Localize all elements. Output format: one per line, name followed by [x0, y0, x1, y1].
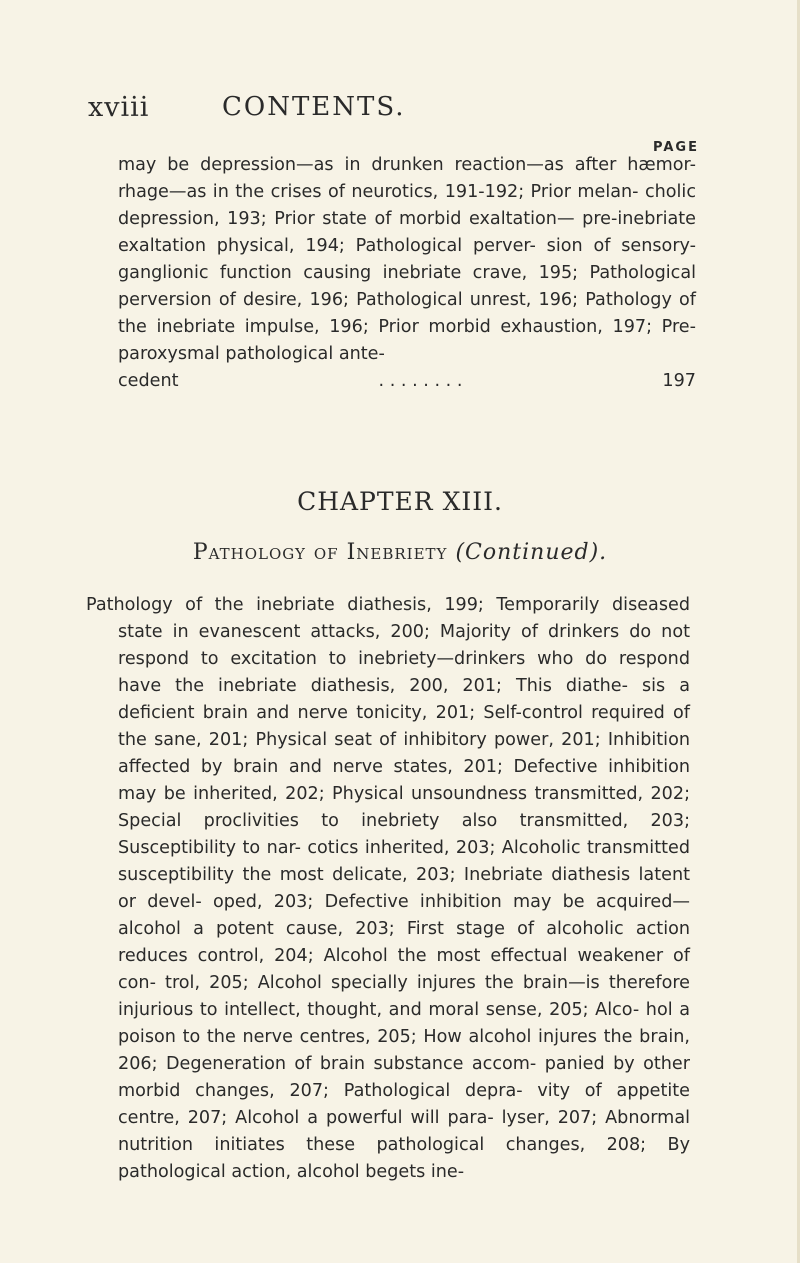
entry-last-line	[118, 368, 696, 395]
chapter-subtitle	[0, 540, 800, 565]
chapter-subtitle-note: (Continued).	[455, 540, 608, 565]
page-folio: xviii	[88, 92, 150, 123]
continued-entry	[118, 152, 696, 395]
chapter-subtitle-main: Pathology of Inebriety	[192, 540, 448, 565]
dot-leader: . . . . . . . .	[378, 371, 463, 391]
chapter-summary: Pathology of the inebriate diathesis, 199; Temporarily diseased state in evanescent attacks, 200; Majority of drinkers do not respond to excitation to inebriety—drinkers who do respond have the inebriate diathesis, 200, 201; This diathe- sis a deficient brain and nerve tonicity, 201; Self-control required of the sane, 201; Physical seat of inhibitory power, 201; Inhibition affected by brain and nerve states, 201; Defective inhibition may be inherited, 202; Physical unsoundness transmitted, 202; Special proclivities to inebriety also transmitted, 203; Susceptibility to nar- cotics inherited, 203; Alcoholic transmitted susceptibility the most delicate, 203; Inebriate diathesis latent or devel- oped, 203; Defective inhibition may be acquired—alcohol a potent cause, 203; First stage of alcoholic action reduces control, 204; Alcohol the most effectual weakener of con- trol, 205; Alcohol specially injures the brain—is therefore injurious to intellect, thought, and moral sense, 205; Alco- hol a poison to the nerve centres, 205; How alcohol injures the brain, 206; Degeneration of brain substance accom- panied by other morbid changes, 207; Pathological depra- vity of appetite centre, 207; Alcohol a powerful will para- lyser, 207; Abnormal nutrition initiates these pathological changes, 208; By pathological action, alcohol begets ine-	[86, 595, 690, 1182]
entry-last-word: cedent	[118, 371, 179, 391]
chapter-heading: CHAPTER XIII.	[297, 487, 503, 516]
running-head: CONTENTS.	[222, 92, 406, 122]
continued-entry-text: may be depression—as in drunken reaction—as after hæmor- rhage—as in the crises of neurotics, 191-192; Prior melan- cholic depression, 193; Prior state of morbid exaltation— pre-inebriate exaltation physical, 194; Pathological perver- sion of sensory-ganglionic function causing inebriate crave, 195; Pathological perversion of desire, 196; Pathological unrest, 196; Pathology of the inebriate impulse, 196; Prior morbid exhaustion, 197; Pre-paroxysmal pathological ante-	[118, 155, 696, 364]
page-column-label: PAGE	[653, 140, 699, 155]
entry-page-number: 197	[662, 371, 696, 391]
